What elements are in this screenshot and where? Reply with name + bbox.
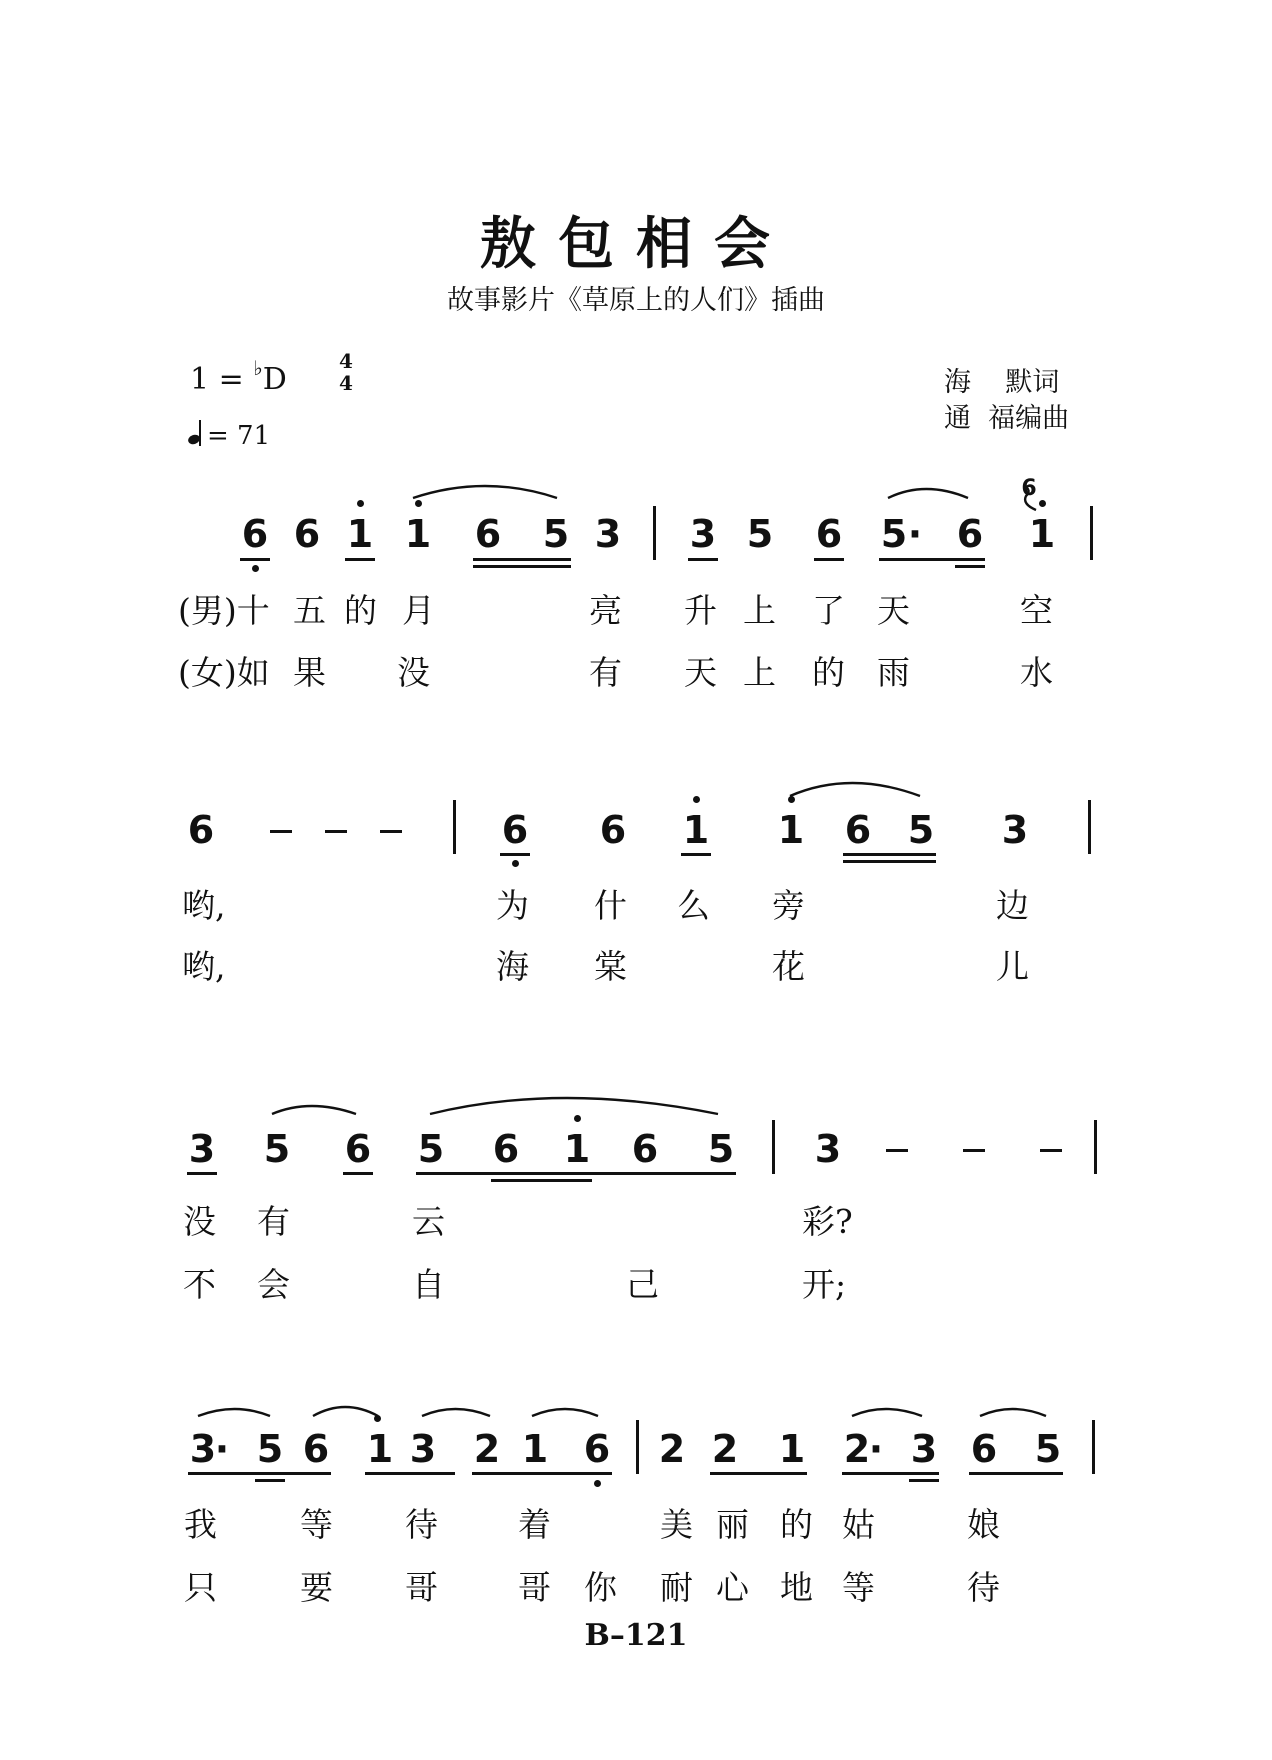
lyric-female: 没: [397, 653, 430, 692]
lyric-female: 哥: [405, 1568, 438, 1607]
note: 6: [293, 512, 321, 556]
lyric-female: 花: [772, 947, 805, 986]
note: 1: [404, 512, 432, 556]
slur: [422, 1409, 490, 1416]
grace-note: 6: [1021, 476, 1037, 501]
note: 6: [501, 808, 529, 852]
note: 6: [187, 808, 215, 852]
dotted-rhythm: ·: [907, 512, 923, 556]
lyric-male: 月: [402, 591, 435, 630]
lyric-female: 不: [183, 1265, 216, 1304]
lyric-male: 升: [684, 591, 717, 630]
lyric-male: 天: [877, 591, 910, 630]
note: 6: [970, 1427, 998, 1471]
slur: [272, 1106, 356, 1114]
note: 3: [1001, 808, 1029, 852]
lyric-female: 上: [743, 653, 776, 692]
lyric-male: 为: [496, 886, 529, 925]
page-number: B–121: [584, 1618, 688, 1653]
note: 1: [563, 1127, 591, 1171]
note: 3: [189, 1427, 217, 1471]
note: 5: [707, 1127, 735, 1171]
time-signature-bottom: 4: [339, 371, 353, 395]
lyric-female: 雨: [877, 653, 910, 692]
lyric-female: 棠: [594, 947, 627, 986]
lyric-female: 只: [184, 1568, 217, 1607]
note: 3: [409, 1427, 437, 1471]
lyric-male: (男)十: [178, 591, 270, 630]
note: 6: [302, 1427, 330, 1471]
lyric-male: 着: [518, 1505, 551, 1544]
note: 1: [778, 1427, 806, 1471]
lyric-male: 彩?: [802, 1202, 853, 1241]
note: 5: [417, 1127, 445, 1171]
note: 6: [599, 808, 627, 852]
song-title: 敖包相会: [480, 212, 792, 277]
note: 6: [474, 512, 502, 556]
note: 6: [344, 1127, 372, 1171]
lyric-female: 儿: [996, 947, 1029, 986]
slur: [198, 1409, 270, 1416]
lyric-male: 娘: [967, 1505, 1000, 1544]
note: 6: [492, 1127, 520, 1171]
slur: [980, 1409, 1046, 1416]
note: 5: [263, 1127, 291, 1171]
lyric-female: 地: [780, 1568, 813, 1607]
lyric-male: 没: [183, 1202, 216, 1241]
lyric-female: 己: [626, 1265, 659, 1304]
lyric-female: 有: [589, 653, 622, 692]
lyric-female: 你: [584, 1568, 617, 1607]
lyric-female: 心: [716, 1568, 749, 1607]
lyric-male: 五: [293, 591, 326, 630]
lyric-male: 么: [677, 886, 710, 925]
lyric-female: 天: [684, 653, 717, 692]
song-subtitle: 故事影片《草原上的人们》插曲: [447, 285, 825, 316]
slur: [852, 1409, 922, 1416]
lyric-male: 待: [405, 1505, 438, 1544]
lyric-female: (女)如: [178, 653, 270, 692]
lyric-male: 丽: [716, 1505, 749, 1544]
note: 2: [843, 1427, 871, 1471]
lyric-female: 待: [967, 1568, 1000, 1607]
lyric-female: 哥: [518, 1568, 551, 1607]
lyric-male: 云: [412, 1202, 445, 1241]
lyric-female: 会: [257, 1265, 290, 1304]
note: 2: [711, 1427, 739, 1471]
note: 1: [777, 808, 805, 852]
key-note: D: [262, 362, 287, 397]
lyric-female: 的: [812, 653, 845, 692]
slur: [430, 1098, 718, 1114]
dotted-rhythm: ·: [214, 1427, 230, 1471]
slur: [413, 486, 557, 498]
lyric-male: 了: [812, 591, 845, 630]
note: 6: [583, 1427, 611, 1471]
lyric-male: 上: [743, 591, 776, 630]
flat-sign: ♭: [253, 356, 263, 380]
lyric-male: 姑: [842, 1505, 875, 1544]
lyric-female: 自: [412, 1265, 445, 1304]
lyric-female: 水: [1020, 653, 1053, 692]
note: 2: [473, 1427, 501, 1471]
note: 5: [1034, 1427, 1062, 1471]
note: 3: [188, 1127, 216, 1171]
lyric-male: 空: [1020, 591, 1053, 630]
lyric-male: 的: [344, 591, 377, 630]
note: 6: [241, 512, 269, 556]
lyric-male: 亮: [589, 591, 622, 630]
lyric-male: 等: [300, 1505, 333, 1544]
note: 5: [256, 1427, 284, 1471]
note: 3: [689, 512, 717, 556]
lyric-male: 旁: [772, 886, 805, 925]
note: 5: [907, 808, 935, 852]
slur: [790, 783, 920, 796]
lyric-female: 耐: [660, 1568, 693, 1607]
lyric-female: 哟,: [182, 947, 226, 986]
note: 2: [658, 1427, 686, 1471]
composer-credit: 通 福编曲: [944, 403, 1070, 434]
lyricist-credit: 海 默词: [944, 367, 1060, 398]
lyric-male: 边: [996, 886, 1029, 925]
lyric-female: 海: [496, 947, 529, 986]
slur: [532, 1409, 598, 1416]
lyric-male: 的: [780, 1505, 813, 1544]
lyric-female: 等: [842, 1568, 875, 1607]
lyric-male: 美: [660, 1505, 693, 1544]
slur: [888, 489, 968, 498]
note: 3: [814, 1127, 842, 1171]
note: 1: [521, 1427, 549, 1471]
note: 1: [682, 808, 710, 852]
lyric-female: 果: [293, 653, 326, 692]
note: 6: [631, 1127, 659, 1171]
note: 3: [910, 1427, 938, 1471]
lyric-male: 什: [594, 886, 627, 925]
lyric-female: 要: [300, 1568, 333, 1607]
dotted-rhythm: ·: [868, 1427, 884, 1471]
note: 3: [594, 512, 622, 556]
key-prefix: 1 =: [190, 362, 254, 397]
note: 5: [880, 512, 908, 556]
time-signature-top: 4: [339, 349, 353, 373]
note: 5: [746, 512, 774, 556]
note: 6: [956, 512, 984, 556]
note: 6: [815, 512, 843, 556]
grace-note-hook: [1024, 486, 1036, 510]
slur: [313, 1407, 378, 1416]
lyric-male: 有: [257, 1202, 290, 1241]
tempo-value: = 71: [207, 421, 271, 451]
note: 6: [844, 808, 872, 852]
lyric-male: 哟,: [182, 886, 226, 925]
note: 1: [366, 1427, 394, 1471]
note: 1: [1028, 512, 1056, 556]
note: 1: [346, 512, 374, 556]
lyric-male: 我: [184, 1505, 217, 1544]
lyric-female: 开;: [802, 1265, 847, 1304]
note: 5: [542, 512, 570, 556]
